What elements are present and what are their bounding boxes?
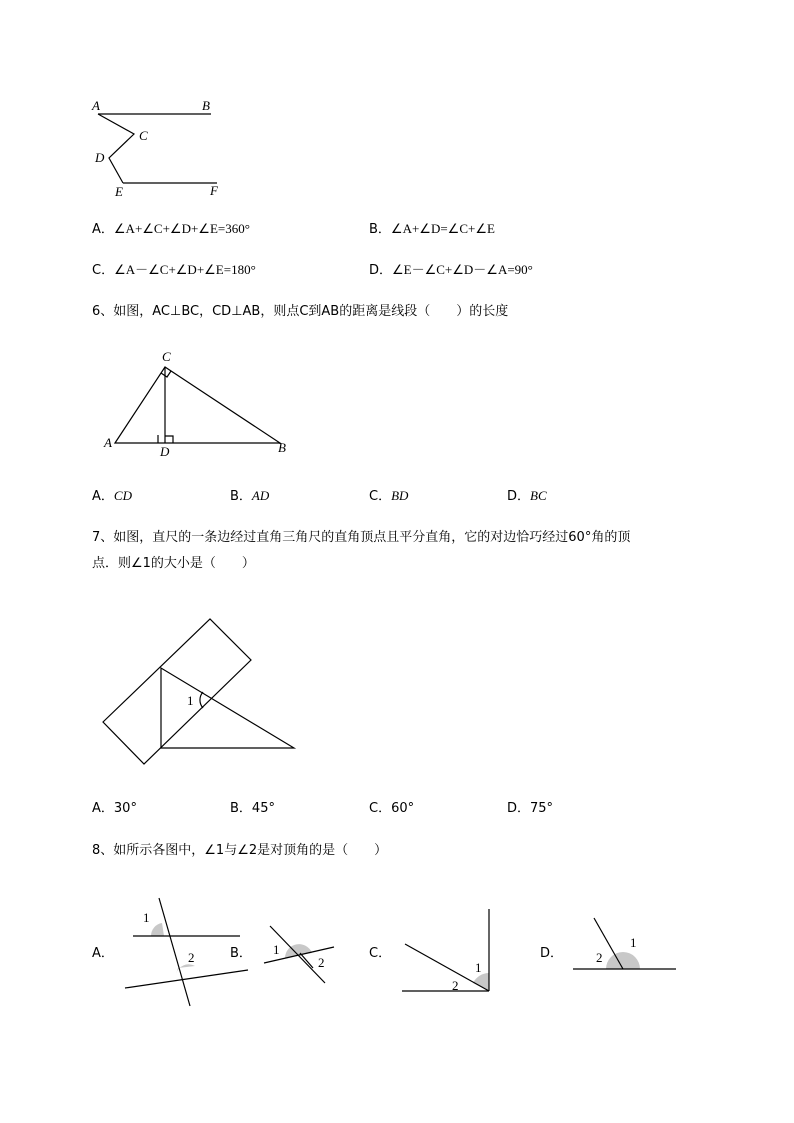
option-letter: D． [507, 489, 531, 504]
option-text: 75° [530, 801, 554, 816]
q7-stem-line1: 7、如图，直尺的一条边经过直角三角尺的直角顶点且平分直角，它的对边恰巧经过60°角的顶 [92, 530, 631, 545]
q8-d-label-1: 1 [630, 935, 637, 950]
option-letter: B． [369, 222, 391, 237]
q6-label-d: D [160, 444, 170, 459]
option-letter: C． [369, 801, 392, 816]
q7-angle-label: 1 [187, 693, 194, 708]
q6-stem: 6、如图，AC⊥BC，CD⊥AB，则点C到AB的距离是线段（ ）的长度 [92, 304, 509, 319]
option-text: ∠A+∠C+∠D+∠E=360° [113, 221, 250, 236]
q8-figure-b [264, 926, 334, 983]
q6-label-c: C [162, 349, 171, 364]
q8-b-label-1: 1 [273, 942, 280, 957]
q8-option-a-letter[interactable]: A． [92, 946, 114, 961]
option-letter: A． [92, 489, 114, 504]
option-letter: A． [92, 801, 114, 816]
q8-figure-a [125, 898, 248, 1006]
option-text: BC [530, 488, 547, 503]
option-letter: B． [230, 489, 252, 504]
q5-label-c: C [139, 128, 148, 143]
q8-option-c-letter[interactable]: C． [369, 946, 392, 961]
option-text: AD [251, 488, 270, 503]
q8-c-label-2: 2 [452, 978, 459, 993]
q8-figure-d [573, 918, 676, 969]
q5-label-f: F [210, 183, 218, 198]
q5-label-d: D [95, 150, 105, 165]
option-text: ∠E－∠C+∠D－∠A=90° [392, 262, 533, 277]
q8-option-d-letter[interactable]: D． [540, 946, 564, 961]
q8-option-b-letter[interactable]: B． [230, 946, 252, 961]
q5-label-e: E [115, 184, 123, 199]
q8-c-label-1: 1 [475, 960, 482, 975]
q6-label-a: A [104, 435, 112, 450]
option-text: 30° [113, 801, 137, 816]
q5-label-b: B [202, 98, 210, 113]
q8-b-label-2: 2 [318, 955, 325, 970]
option-text: 45° [251, 801, 275, 816]
option-letter: C． [369, 489, 392, 504]
q7-stem-line2: 点．则∠1的大小是（ ） [92, 556, 255, 571]
option-letter: D． [369, 263, 393, 278]
option-letter: D． [507, 801, 531, 816]
option-text: BD [391, 488, 409, 503]
option-text: ∠A+∠D=∠C+∠E [390, 221, 495, 236]
option-text: 60° [391, 801, 415, 816]
q8-d-label-2: 2 [596, 950, 603, 965]
option-letter: A． [92, 222, 114, 237]
q8-a-label-2: 2 [188, 950, 195, 965]
q8-a-label-1: 1 [143, 910, 150, 925]
q8-stem: 8、如所示各图中，∠1与∠2是对顶角的是（ ） [92, 843, 388, 858]
option-letter: C． [92, 263, 115, 278]
option-letter: B． [230, 801, 252, 816]
q8-figure-c [402, 909, 489, 993]
option-text: ∠A－∠C+∠D+∠E=180° [114, 262, 256, 277]
q5-label-a: A [92, 98, 100, 113]
option-text: CD [113, 488, 132, 503]
q6-label-b: B [278, 440, 286, 455]
